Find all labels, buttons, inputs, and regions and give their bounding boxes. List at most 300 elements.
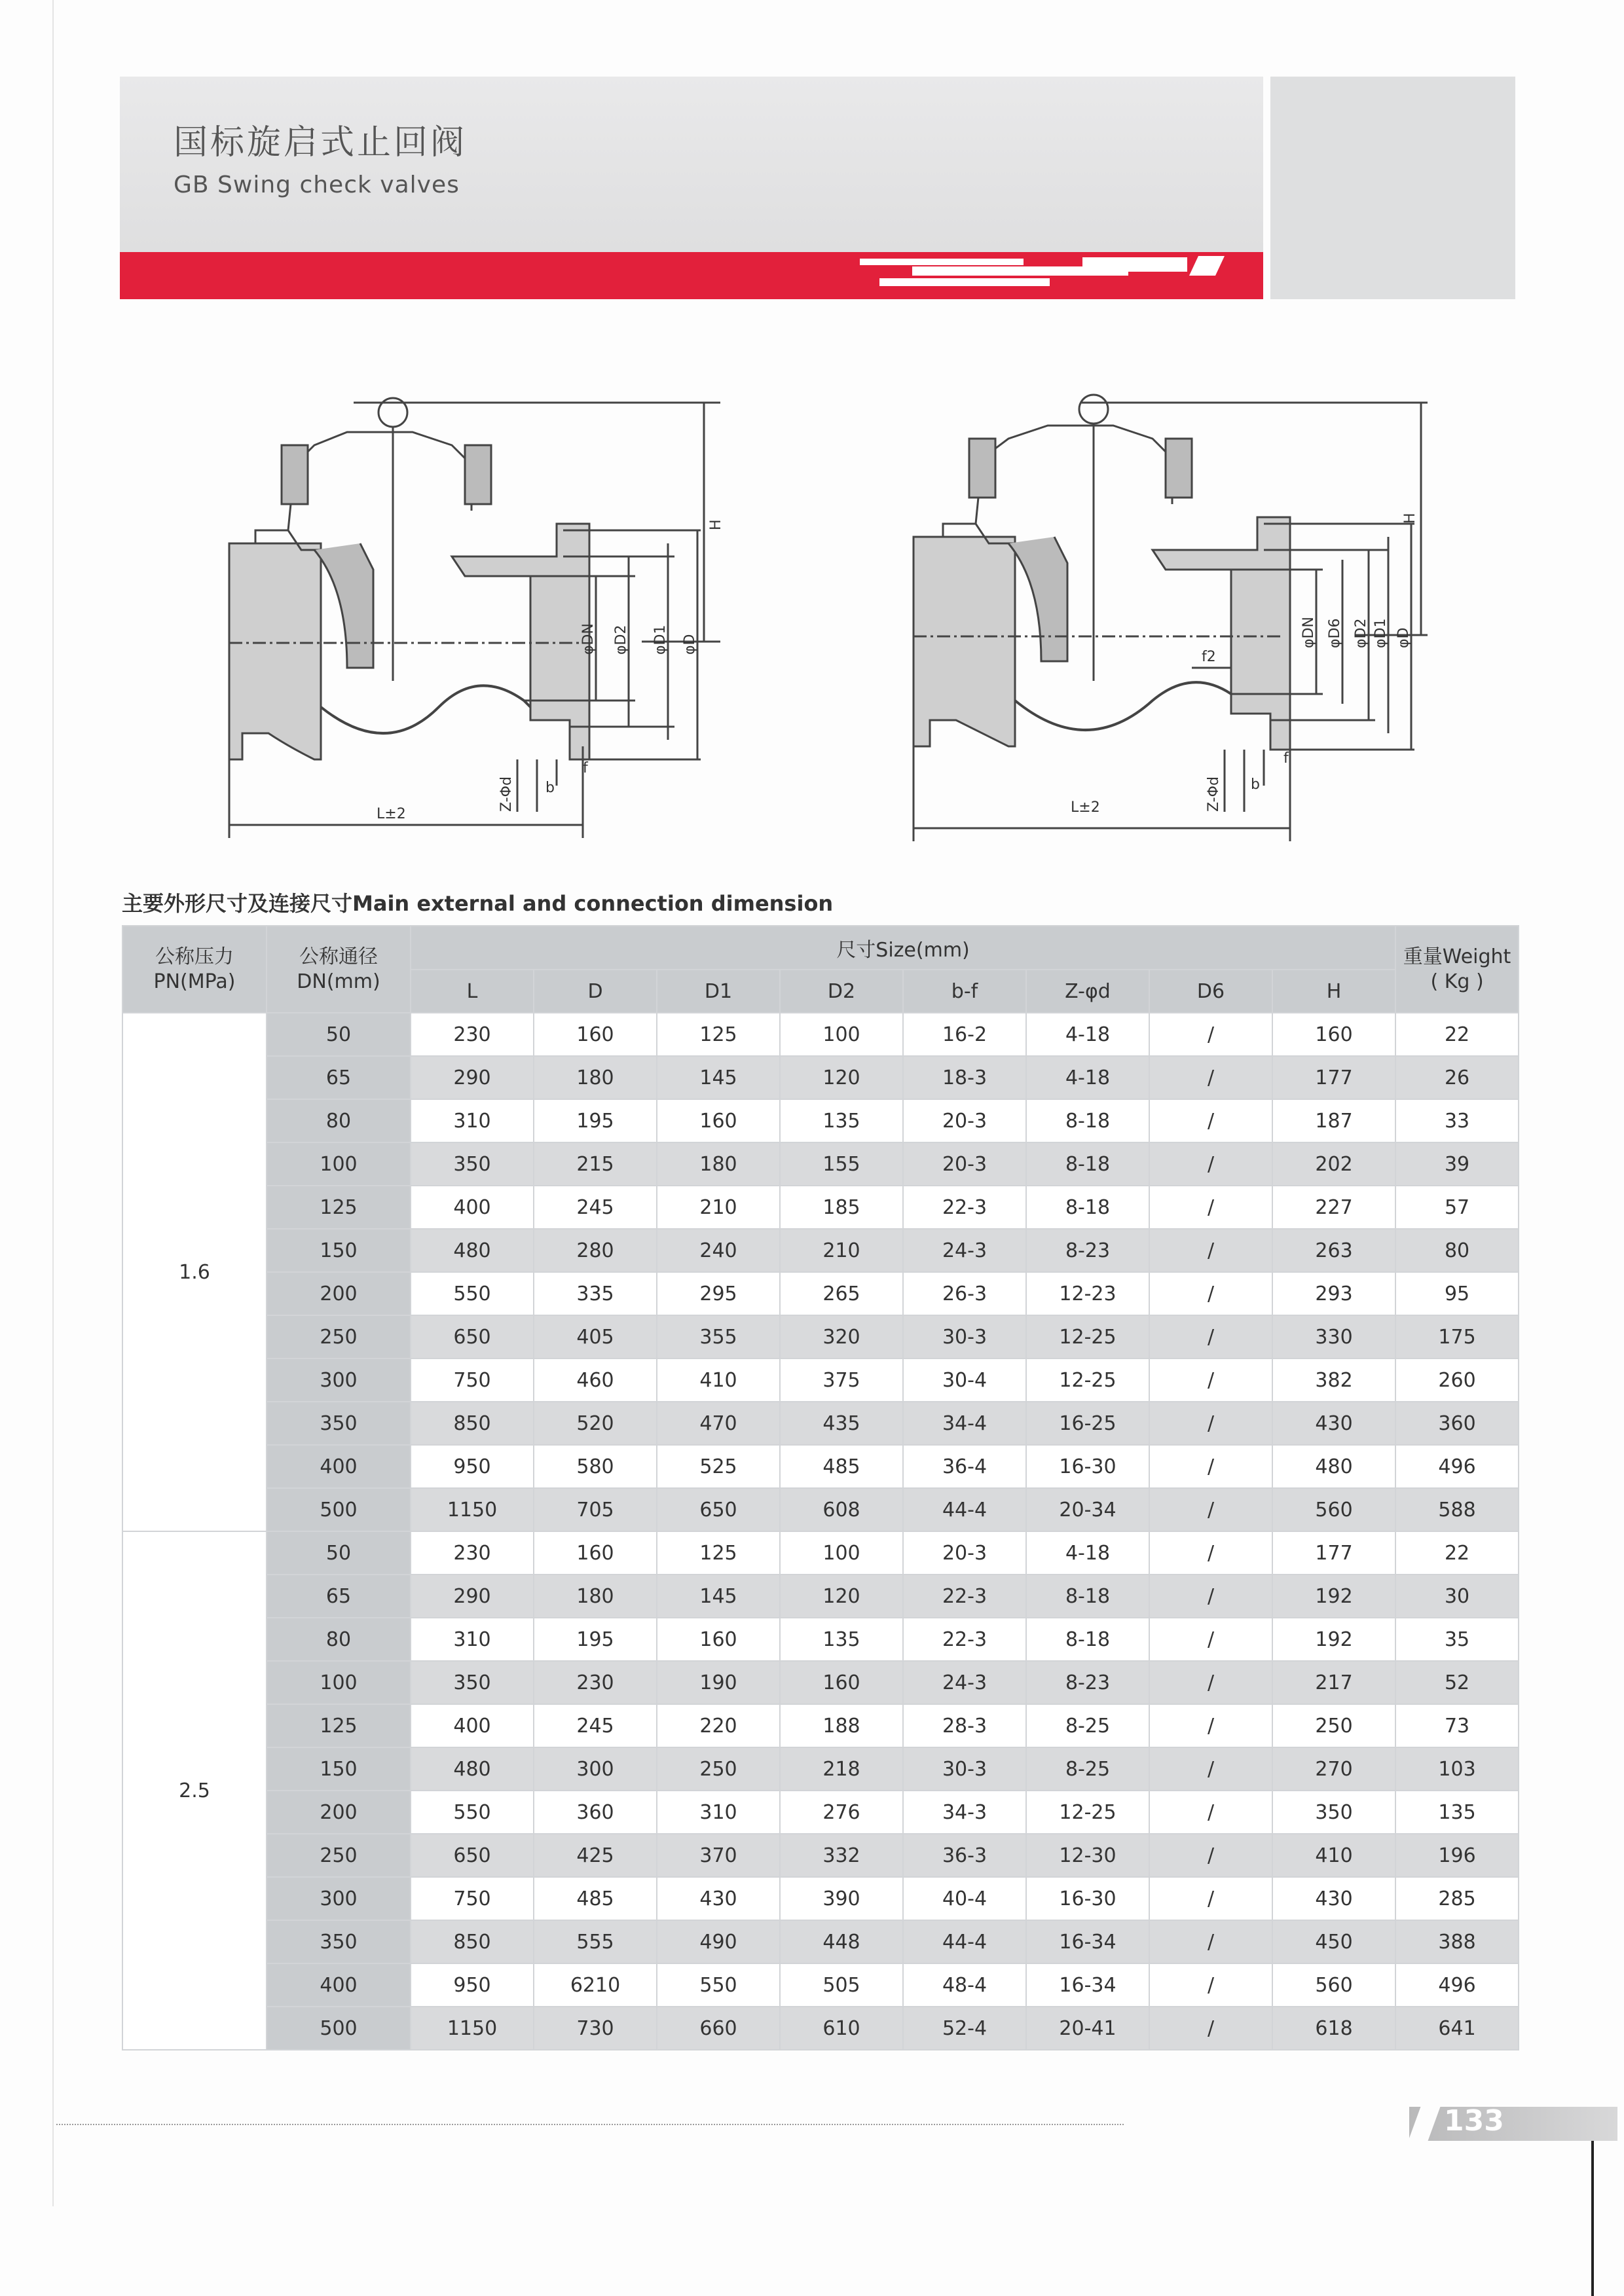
value-cell: 1150 (411, 2007, 534, 2050)
table-row (122, 1142, 1519, 1186)
value-cell: / (1149, 1229, 1272, 1272)
value-cell: 192 (1272, 1575, 1395, 1618)
value-cell: 430 (1272, 1402, 1395, 1445)
page-title-en: GB Swing check valves (174, 172, 460, 198)
value-cell: 250 (1272, 1704, 1395, 1747)
value-cell: 230 (411, 1013, 534, 1056)
value-cell: 460 (534, 1358, 657, 1402)
value-cell: 16-2 (903, 1013, 1026, 1056)
value-cell: 16-25 (1026, 1402, 1149, 1445)
value-cell: 280 (534, 1229, 657, 1272)
value-cell: 850 (411, 1402, 534, 1445)
value-cell: 505 (780, 1963, 903, 2007)
value-cell: 270 (1272, 1747, 1395, 1791)
value-cell: 20-3 (903, 1099, 1026, 1142)
value-cell: 4-18 (1026, 1013, 1149, 1056)
table-row (122, 1704, 1519, 1747)
table-row (122, 1531, 1519, 1575)
table-row (122, 1445, 1519, 1488)
value-cell: 73 (1395, 1704, 1519, 1747)
value-cell: 190 (657, 1661, 780, 1704)
value-cell: 300 (534, 1747, 657, 1791)
value-cell: 175 (1395, 1315, 1519, 1358)
table-row (122, 1402, 1519, 1445)
value-cell: 480 (1272, 1445, 1395, 1488)
value-cell: 34-4 (903, 1402, 1026, 1445)
table-row (122, 1099, 1519, 1142)
value-cell: 135 (780, 1099, 903, 1142)
value-cell: 192 (1272, 1618, 1395, 1661)
value-cell: / (1149, 1575, 1272, 1618)
label-f-r: f (1283, 750, 1289, 767)
value-cell: 260 (1395, 1358, 1519, 1402)
value-cell: 202 (1272, 1142, 1395, 1186)
value-cell: 730 (534, 2007, 657, 2050)
label-d2: φD2 (613, 625, 629, 655)
value-cell: 650 (411, 1834, 534, 1877)
value-cell: 39 (1395, 1142, 1519, 1186)
value-cell: 350 (411, 1142, 534, 1186)
value-cell: 355 (657, 1315, 780, 1358)
value-cell: 8-18 (1026, 1099, 1149, 1142)
value-cell: 705 (534, 1488, 657, 1531)
value-cell: / (1149, 1445, 1272, 1488)
header-side-panel (1270, 77, 1515, 299)
value-cell: 180 (534, 1575, 657, 1618)
value-cell: 145 (657, 1575, 780, 1618)
value-cell: 220 (657, 1704, 780, 1747)
label-l-r: L±2 (1071, 799, 1100, 816)
value-cell: / (1149, 1056, 1272, 1099)
value-cell: 20-3 (903, 1142, 1026, 1186)
value-cell: 100 (780, 1013, 903, 1056)
value-cell: 12-30 (1026, 1834, 1149, 1877)
value-cell: 210 (657, 1186, 780, 1229)
value-cell: 8-25 (1026, 1704, 1149, 1747)
value-cell: 100 (780, 1531, 903, 1575)
value-cell: 218 (780, 1747, 903, 1791)
value-cell: 16-30 (1026, 1877, 1149, 1920)
value-cell: 330 (1272, 1315, 1395, 1358)
value-cell: 28-3 (903, 1704, 1026, 1747)
label-d1: φD1 (652, 625, 669, 655)
value-cell: 470 (657, 1402, 780, 1445)
value-cell: 1150 (411, 1488, 534, 1531)
value-cell: 550 (411, 1791, 534, 1834)
label-d-r: φD (1395, 627, 1412, 648)
dn-cell: 250 (267, 1315, 411, 1358)
label-b-r: b (1251, 776, 1260, 793)
dn-cell: 150 (267, 1229, 411, 1272)
value-cell: 350 (411, 1661, 534, 1704)
value-cell: 245 (534, 1704, 657, 1747)
table-row (122, 1963, 1519, 2007)
value-cell: 650 (411, 1315, 534, 1358)
value-cell: 641 (1395, 2007, 1519, 2050)
value-cell: 410 (1272, 1834, 1395, 1877)
value-cell: 52-4 (903, 2007, 1026, 2050)
dn-cell: 400 (267, 1445, 411, 1488)
dn-cell: 80 (267, 1099, 411, 1142)
value-cell: 560 (1272, 1963, 1395, 2007)
header-d1: D1 (657, 970, 780, 1013)
value-cell: 335 (534, 1272, 657, 1315)
value-cell: 480 (411, 1229, 534, 1272)
value-cell: 16-30 (1026, 1445, 1149, 1488)
value-cell: 332 (780, 1834, 903, 1877)
dn-cell: 500 (267, 2007, 411, 2050)
header-l: L (411, 970, 534, 1013)
value-cell: / (1149, 1142, 1272, 1186)
value-cell: 95 (1395, 1272, 1519, 1315)
value-cell: 485 (534, 1877, 657, 1920)
dn-cell: 65 (267, 1575, 411, 1618)
label-dn: φDN (580, 623, 597, 655)
value-cell: 40-4 (903, 1877, 1026, 1920)
value-cell: 375 (780, 1358, 903, 1402)
pn-cell: 2.5 (122, 1531, 267, 2050)
value-cell: 177 (1272, 1056, 1395, 1099)
value-cell: 215 (534, 1142, 657, 1186)
value-cell: 160 (534, 1531, 657, 1575)
table-row (122, 2007, 1519, 2050)
value-cell: 44-4 (903, 1488, 1026, 1531)
value-cell: 520 (534, 1402, 657, 1445)
value-cell: 210 (780, 1229, 903, 1272)
value-cell: / (1149, 1186, 1272, 1229)
value-cell: 550 (657, 1963, 780, 2007)
value-cell: 265 (780, 1272, 903, 1315)
value-cell: 8-18 (1026, 1142, 1149, 1186)
value-cell: 22-3 (903, 1575, 1026, 1618)
dn-cell: 150 (267, 1747, 411, 1791)
value-cell: 425 (534, 1834, 657, 1877)
value-cell: 8-23 (1026, 1661, 1149, 1704)
value-cell: 320 (780, 1315, 903, 1358)
value-cell: / (1149, 1315, 1272, 1358)
table-row (122, 1920, 1519, 1963)
value-cell: 30-4 (903, 1358, 1026, 1402)
value-cell: 36-4 (903, 1445, 1026, 1488)
value-cell: 6210 (534, 1963, 657, 2007)
value-cell: 310 (657, 1791, 780, 1834)
dn-cell: 350 (267, 1402, 411, 1445)
dn-cell: 200 (267, 1791, 411, 1834)
dimension-table-wrap (122, 925, 1518, 2050)
label-d6-r: φD6 (1327, 618, 1343, 648)
dn-cell: 50 (267, 1013, 411, 1056)
table-body (122, 1013, 1519, 2050)
value-cell: 44-4 (903, 1920, 1026, 1963)
value-cell: 24-3 (903, 1661, 1026, 1704)
header-weight (1395, 926, 1519, 1013)
value-cell: 496 (1395, 1445, 1519, 1488)
value-cell: 350 (1272, 1791, 1395, 1834)
value-cell: 450 (1272, 1920, 1395, 1963)
value-cell: 187 (1272, 1099, 1395, 1142)
page-title-cn: 国标旋启式止回阀 (174, 123, 468, 162)
value-cell: 435 (780, 1402, 903, 1445)
value-cell: 180 (657, 1142, 780, 1186)
value-cell: 35 (1395, 1618, 1519, 1661)
value-cell: 245 (534, 1186, 657, 1229)
table-row (122, 1272, 1519, 1315)
value-cell: 950 (411, 1963, 534, 2007)
table-heading: 主要外形尺寸及连接尺寸Main external and connection dimension (122, 891, 834, 916)
value-cell: 295 (657, 1272, 780, 1315)
value-cell: 80 (1395, 1229, 1519, 1272)
value-cell: / (1149, 1920, 1272, 1963)
dn-cell: 200 (267, 1272, 411, 1315)
table-row (122, 1877, 1519, 1920)
valve-section-svg-left (216, 393, 740, 838)
value-cell: / (1149, 1013, 1272, 1056)
value-cell: / (1149, 1358, 1272, 1402)
value-cell: 430 (1272, 1877, 1395, 1920)
value-cell: / (1149, 1661, 1272, 1704)
value-cell: 30-3 (903, 1747, 1026, 1791)
value-cell: 160 (780, 1661, 903, 1704)
value-cell: 227 (1272, 1186, 1395, 1229)
value-cell: 448 (780, 1920, 903, 1963)
label-h-r: H (1402, 513, 1418, 524)
value-cell: 145 (657, 1056, 780, 1099)
value-cell: 20-34 (1026, 1488, 1149, 1531)
value-cell: 230 (534, 1661, 657, 1704)
value-cell: 8-18 (1026, 1186, 1149, 1229)
dn-cell: 65 (267, 1056, 411, 1099)
label-l: L±2 (377, 806, 406, 822)
value-cell: 618 (1272, 2007, 1395, 2050)
label-f: f (583, 760, 588, 776)
valve-drawing-left (216, 393, 740, 838)
value-cell: / (1149, 1099, 1272, 1142)
value-cell: / (1149, 1963, 1272, 2007)
value-cell: 12-25 (1026, 1791, 1149, 1834)
value-cell: / (1149, 1618, 1272, 1661)
footer-divider (56, 2124, 1124, 2125)
dn-cell: 350 (267, 1920, 411, 1963)
value-cell: 22 (1395, 1013, 1519, 1056)
value-cell: 405 (534, 1315, 657, 1358)
label-d2-r: φD2 (1353, 618, 1369, 648)
value-cell: 103 (1395, 1747, 1519, 1791)
value-cell: 555 (534, 1920, 657, 1963)
dn-cell: 100 (267, 1142, 411, 1186)
value-cell: 480 (411, 1747, 534, 1791)
dn-cell: 80 (267, 1618, 411, 1661)
value-cell: 196 (1395, 1834, 1519, 1877)
value-cell: 400 (411, 1186, 534, 1229)
value-cell: 8-23 (1026, 1229, 1149, 1272)
value-cell: 26 (1395, 1056, 1519, 1099)
table-row (122, 1488, 1519, 1531)
table-row (122, 1315, 1519, 1358)
value-cell: 22 (1395, 1531, 1519, 1575)
value-cell: 155 (780, 1142, 903, 1186)
page-number: 133 (1444, 2104, 1504, 2138)
value-cell: / (1149, 1531, 1272, 1575)
value-cell: / (1149, 1747, 1272, 1791)
value-cell: 195 (534, 1618, 657, 1661)
label-f2-r: f2 (1202, 649, 1216, 665)
dn-cell: 250 (267, 1834, 411, 1877)
value-cell: 160 (657, 1099, 780, 1142)
value-cell: 588 (1395, 1488, 1519, 1531)
value-cell: 382 (1272, 1358, 1395, 1402)
header-size: 尺寸Size(mm) (411, 926, 1395, 970)
table-row (122, 1358, 1519, 1402)
value-cell: 22-3 (903, 1186, 1026, 1229)
header-h: H (1272, 970, 1395, 1013)
value-cell: 160 (657, 1618, 780, 1661)
value-cell: 16-34 (1026, 1963, 1149, 2007)
value-cell: 22-3 (903, 1618, 1026, 1661)
value-cell: / (1149, 1704, 1272, 1747)
value-cell: 8-25 (1026, 1747, 1149, 1791)
value-cell: 12-25 (1026, 1315, 1149, 1358)
value-cell: 26-3 (903, 1272, 1026, 1315)
value-cell: 160 (534, 1013, 657, 1056)
value-cell: 388 (1395, 1920, 1519, 1963)
header-weight-text: 重量Weight ( Kg ) (1403, 945, 1511, 993)
value-cell: / (1149, 1877, 1272, 1920)
value-cell: 16-34 (1026, 1920, 1149, 1963)
value-cell: 48-4 (903, 1963, 1026, 2007)
value-cell: 850 (411, 1920, 534, 1963)
value-cell: 160 (1272, 1013, 1395, 1056)
header-bf: b-f (903, 970, 1026, 1013)
value-cell: 310 (411, 1099, 534, 1142)
dn-cell: 400 (267, 1963, 411, 2007)
label-dn-r: φDN (1301, 617, 1317, 648)
label-d: φD (682, 634, 698, 655)
value-cell: 276 (780, 1791, 903, 1834)
value-cell: 33 (1395, 1099, 1519, 1142)
value-cell: 180 (534, 1056, 657, 1099)
value-cell: 120 (780, 1056, 903, 1099)
table-row (122, 1229, 1519, 1272)
value-cell: 217 (1272, 1661, 1395, 1704)
table-row (122, 1013, 1519, 1056)
value-cell: 496 (1395, 1963, 1519, 2007)
table-row (122, 1661, 1519, 1704)
value-cell: / (1149, 1488, 1272, 1531)
value-cell: 580 (534, 1445, 657, 1488)
value-cell: 390 (780, 1877, 903, 1920)
header-d: D (534, 970, 657, 1013)
value-cell: 250 (657, 1747, 780, 1791)
value-cell: / (1149, 1834, 1272, 1877)
header-d6: D6 (1149, 970, 1272, 1013)
pn-cell: 1.6 (122, 1013, 267, 1531)
dn-cell: 300 (267, 1358, 411, 1402)
table-row (122, 1186, 1519, 1229)
value-cell: / (1149, 1791, 1272, 1834)
value-cell: 310 (411, 1618, 534, 1661)
table-row (122, 1747, 1519, 1791)
value-cell: 57 (1395, 1186, 1519, 1229)
table-row (122, 1056, 1519, 1099)
value-cell: 8-18 (1026, 1575, 1149, 1618)
value-cell: 360 (1395, 1402, 1519, 1445)
value-cell: / (1149, 1402, 1272, 1445)
value-cell: 560 (1272, 1488, 1395, 1531)
label-h: H (708, 519, 724, 530)
value-cell: 125 (657, 1013, 780, 1056)
value-cell: 650 (657, 1488, 780, 1531)
value-cell: / (1149, 1272, 1272, 1315)
dn-cell: 125 (267, 1186, 411, 1229)
value-cell: 290 (411, 1056, 534, 1099)
value-cell: 4-18 (1026, 1056, 1149, 1099)
value-cell: 550 (411, 1272, 534, 1315)
value-cell: 608 (780, 1488, 903, 1531)
value-cell: 12-25 (1026, 1358, 1149, 1402)
value-cell: 135 (780, 1618, 903, 1661)
label-z: Z-Φd (498, 776, 515, 812)
value-cell: 125 (657, 1531, 780, 1575)
value-cell: 20-3 (903, 1531, 1026, 1575)
page-edge-line (1591, 2141, 1594, 2296)
value-cell: 8-18 (1026, 1618, 1149, 1661)
table-row (122, 1791, 1519, 1834)
value-cell: 18-3 (903, 1056, 1026, 1099)
value-cell: 135 (1395, 1791, 1519, 1834)
value-cell: 950 (411, 1445, 534, 1488)
label-d1-r: φD1 (1373, 618, 1389, 648)
value-cell: 52 (1395, 1661, 1519, 1704)
value-cell: 660 (657, 2007, 780, 2050)
value-cell: 525 (657, 1445, 780, 1488)
value-cell: 120 (780, 1575, 903, 1618)
value-cell: 24-3 (903, 1229, 1026, 1272)
value-cell: 20-41 (1026, 2007, 1149, 2050)
value-cell: 285 (1395, 1877, 1519, 1920)
value-cell: 400 (411, 1704, 534, 1747)
table-row (122, 1575, 1519, 1618)
value-cell: 610 (780, 2007, 903, 2050)
header-accent-bar (120, 252, 1263, 299)
label-z-r: Z-Φd (1206, 776, 1222, 812)
dn-cell: 50 (267, 1531, 411, 1575)
value-cell: 4-18 (1026, 1531, 1149, 1575)
value-cell: 360 (534, 1791, 657, 1834)
table-row (122, 1618, 1519, 1661)
value-cell: / (1149, 2007, 1272, 2050)
value-cell: 34-3 (903, 1791, 1026, 1834)
dn-cell: 100 (267, 1661, 411, 1704)
valve-drawing-right (904, 393, 1441, 845)
valve-section-svg-right (904, 393, 1441, 845)
value-cell: 30-3 (903, 1315, 1026, 1358)
dn-cell: 500 (267, 1488, 411, 1531)
header-dn (267, 926, 411, 1013)
value-cell: 240 (657, 1229, 780, 1272)
header-zd: Z-φd (1026, 970, 1149, 1013)
value-cell: 30 (1395, 1575, 1519, 1618)
value-cell: 293 (1272, 1272, 1395, 1315)
value-cell: 370 (657, 1834, 780, 1877)
value-cell: 188 (780, 1704, 903, 1747)
header-pn (122, 926, 267, 1013)
dn-cell: 300 (267, 1877, 411, 1920)
table-row (122, 1834, 1519, 1877)
value-cell: 177 (1272, 1531, 1395, 1575)
value-cell: 750 (411, 1877, 534, 1920)
value-cell: 485 (780, 1445, 903, 1488)
page-number-bar (1409, 2107, 1617, 2141)
